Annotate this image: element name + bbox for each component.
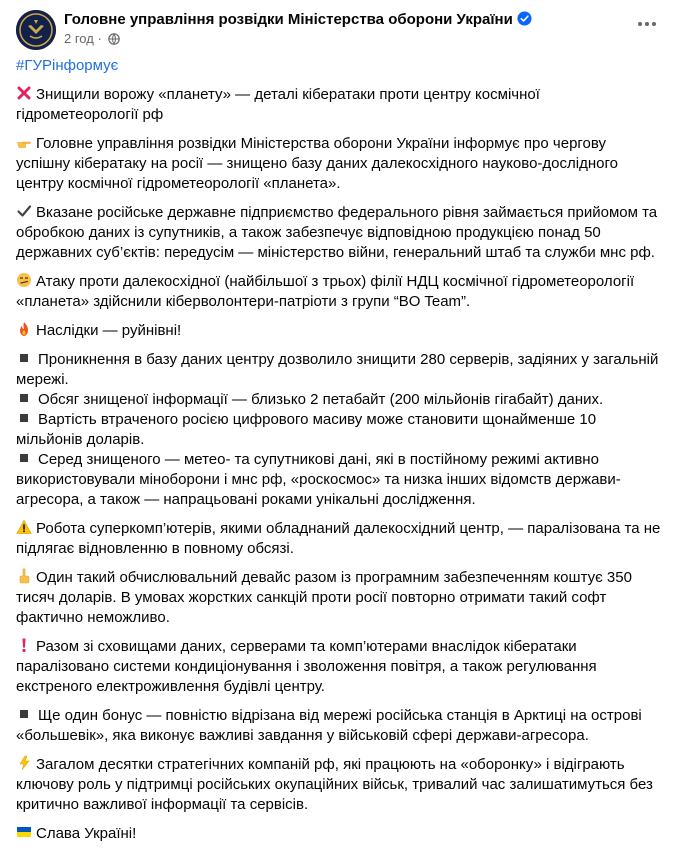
paragraph-text: Слава Україні! (36, 825, 137, 842)
paragraph-text: Загалом десятки стратегічних компаній рф, які працюють на «оборонку» і відіграють ключову роль у підтримці російських окупаційних військ, тривалий час залишатимуться без критично важливої інформації та сервісів. (16, 756, 653, 813)
black-square-icon (20, 354, 28, 362)
paragraph-text: Один такий обчислювальний девайс разом із програмним забезпеченням коштує 350 тисяч доларів. В умовах жорстких санкцій проти росії повторно отримати такий софт фактично неможливо. (16, 569, 632, 626)
bullet-list (16, 350, 661, 510)
list-item-text: Обсяг знищеної інформації — близько 2 петабайт (200 мільйонів гігабайт) даних. (38, 391, 604, 408)
author-name-text[interactable]: Головне управління розвідки Міністерства оборони України (64, 11, 513, 28)
paragraph (16, 134, 661, 194)
exclamation-icon (16, 637, 32, 653)
paragraph (16, 706, 661, 746)
dot-icon (652, 22, 656, 26)
list-item (16, 410, 661, 450)
page-avatar[interactable] (16, 10, 56, 50)
paragraph-text: Вказане російське державне підприємство федерального рівня займається прийомом та обробкою даних із супутників, а також забезпечує відповідною продукцією понад 50 державних суб’єктів: передусім — міністерство війни, генеральний штаб та служби мнс рф. (16, 204, 658, 261)
post-body (16, 56, 661, 853)
smirk-face-icon (16, 272, 32, 288)
paragraph-text: Наслідки — руйнівні! (36, 322, 182, 339)
paragraph (16, 568, 661, 628)
fire-icon (16, 321, 32, 337)
black-square-icon (20, 414, 28, 422)
paragraph-text: Головне управління розвідки Міністерства оборони України інформує про чергову успішну кібератаку на росії — знищено базу даних далекосхідного науково-дослідного центру космічної гідрометеорології «планета». (16, 135, 618, 192)
black-square-icon (20, 394, 28, 402)
paragraph-text: Робота суперкомп’ютерів, якими обладнаний далекосхідний центр, — паралізована та не підлягає відновленню в повному обсязі. (16, 520, 661, 557)
paragraph-text: Разом зі сховищами даних, серверами та комп’ютерами внаслідок кібератаки паралізовано системи кондиціонування і зволоження повітря, а також регулювання екстреного електроживлення будівлі центру. (16, 638, 597, 695)
check-mark-icon (16, 203, 32, 219)
list-item-text: Проникнення в базу даних центру дозволило знищити 280 серверів, задіяних у загальній мережі. (16, 351, 659, 388)
red-x-icon (16, 85, 32, 101)
globe-icon[interactable] (108, 32, 120, 50)
paragraph (16, 321, 661, 341)
paragraph (16, 85, 661, 125)
list-item-text: Вартість втраченого росією цифрового масиву може становити щонайменше 10 мільйонів доларів. (16, 411, 597, 448)
post-time[interactable]: 2 год (64, 31, 94, 46)
paragraph (16, 272, 661, 312)
paragraph-text: Ще один бонус — повністю відрізана від мережі російська станція в Арктиці на острові «большевік», яка виконує важливі завдання у військовій сфері держави-агресора. (16, 707, 642, 744)
list-item (16, 390, 661, 410)
ukraine-flag-icon (16, 824, 32, 840)
gur-emblem-icon (16, 10, 56, 50)
dot-separator: · (97, 31, 102, 46)
author-name[interactable] (64, 10, 532, 32)
more-options-button[interactable] (631, 14, 663, 34)
black-square-icon (20, 710, 28, 718)
paragraph (16, 637, 661, 697)
paragraph (16, 824, 661, 844)
paragraph (16, 203, 661, 263)
paragraph-text: Атаку проти далекосхідної (найбільшої з трьох) філії НДЦ космічної гідрометеорології «планета» здійснили кіберволонтери-патріоти з групи “BO Team”. (16, 273, 635, 310)
list-item (16, 350, 661, 390)
paragraph-text: Знищили ворожу «планету» — деталі кібератаки проти центру космічної гідрометеорології рф (16, 86, 540, 123)
dot-icon (645, 22, 649, 26)
paragraph (16, 519, 661, 559)
verified-badge-icon (517, 11, 532, 32)
list-item-text: Серед знищеного — метео- та супутникові дані, які в постійному режимі активно використовували міноборони і мнс рф, «роскосмос» та низка інших відомств держави-агресора, а також — напрацьовані роками унікальні дослідження. (16, 451, 621, 508)
post-header (16, 10, 663, 50)
pointing-up-icon (16, 568, 32, 584)
hashtag-link[interactable]: #ГУРінформує (16, 57, 119, 74)
paragraph (16, 755, 661, 815)
list-item (16, 450, 661, 510)
post-meta (64, 30, 120, 50)
pointing-hand-icon (16, 134, 32, 150)
dot-icon (638, 22, 642, 26)
warning-icon (16, 519, 32, 535)
lightning-hand-icon (16, 755, 32, 771)
black-square-icon (20, 454, 28, 462)
